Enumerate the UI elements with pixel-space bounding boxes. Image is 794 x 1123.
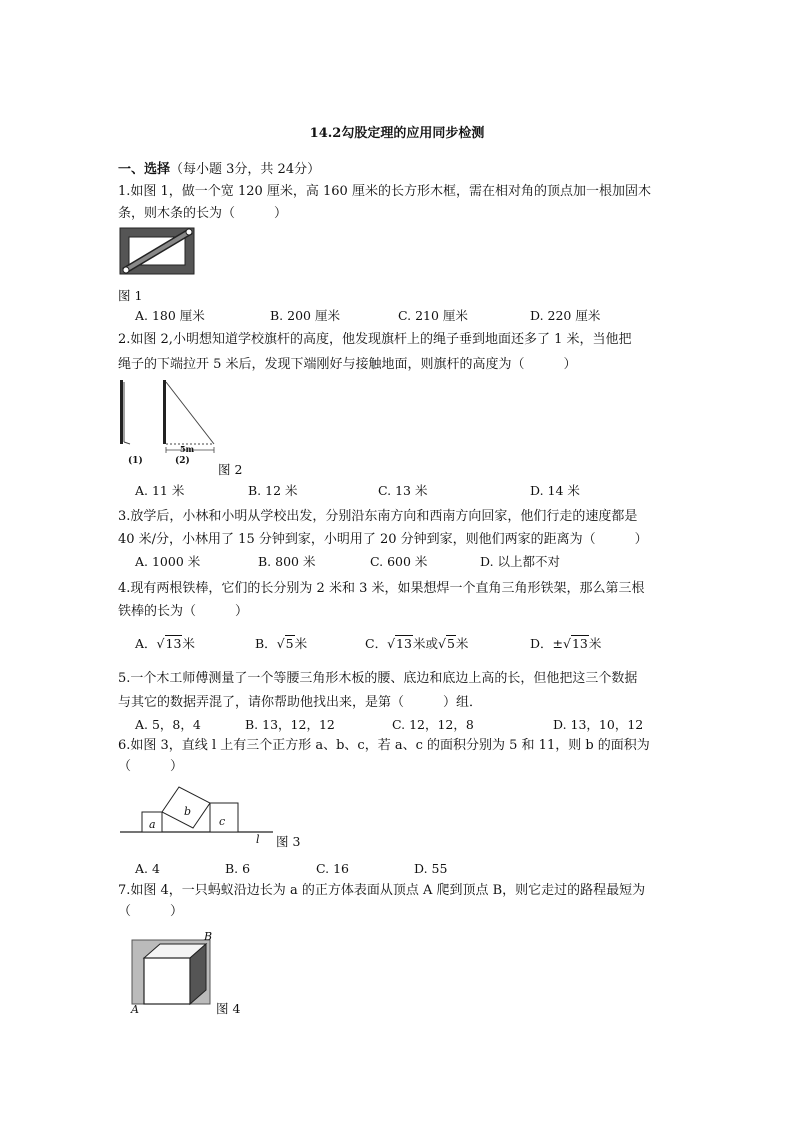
q2-line2: 绳子的下端拉开 5 米后，发现下端刚好与接触地面，则旗杆的高度为（ ） [118,357,577,372]
sqrt-symbol: √5 [437,636,455,651]
q2-fig-part1-label: (1) [128,456,143,466]
q2-line1: 2.如图 2,小明想知道学校旗杆的高度，他发现旗杆上的绳子垂到地面还多了 1 米，当他把 [118,332,632,347]
q4-option-a-prefix: A． [135,636,157,651]
q1-option-d: D. 220 厘米 [530,308,601,323]
q3-option-d: D. 以上都不对 [480,554,561,569]
q6-option-b: B. 6 [225,861,251,876]
section-note: （每小题 3分，共 24分） [170,162,321,177]
section-heading [118,161,320,179]
q7-line2: （ ） [118,904,184,919]
q1-option-c: C. 210 厘米 [398,308,468,323]
q6-fig-label-c: c [219,815,226,828]
q2-fig-distance-label: 5m [180,444,195,454]
section-heading-text: 一、选择 [118,162,171,177]
q4-option-d-plusminus: ± [552,636,564,651]
q3-option-a: A. 1000 米 [135,554,201,569]
q6-figure [118,782,278,844]
q2-figure-label: 图 2 [218,462,243,477]
sqrt-symbol: √5 [276,636,294,651]
q5-option-a: A. 5，8，4 [135,717,201,732]
q4-option-b-prefix: B． [255,636,277,651]
q3-line1: 3.放学后，小林和小明从学校出发，分别沿东南方向和西南方向回家，他们行走的速度都是 [118,509,638,524]
q3-line2: 40 米/分，小林用了 15 分钟到家，小明用了 20 分钟到家，则他们两家的距离为（ ） [118,532,648,547]
q5-line1: 5.一个木工师傅测量了一个等腰三角形木板的腰、底边和底边上高的长，但他把这三个数据 [118,671,638,686]
q1-option-b: B. 200 厘米 [270,308,340,323]
q4-option-c [365,634,468,652]
q5-line2: 与其它的数据弄混了，请你帮助他找出来，是第（ ）组． [118,695,483,710]
q6-option-a: A. 4 [135,861,160,876]
q4-option-b-unit: 米 [294,636,308,651]
q4-option-c-radicand-1: 13 [396,636,412,651]
q5-option-b: B. 13，12，12 [245,717,335,732]
q6-fig-label-l: l [256,833,260,846]
q6-option-d: D. 55 [414,861,448,876]
q2-figure [116,378,226,446]
q4-line2: 铁棒的长为（ ） [118,604,249,619]
q4-option-b-radicand: 5 [285,636,294,651]
q6-line2: （ ） [118,759,184,774]
q7-fig-label-b: B [204,930,213,943]
sqrt-symbol: √13 [563,636,588,651]
q5-option-c: C. 12，12，8 [392,717,474,732]
q1-line2: 条，则木条的长为（ ） [118,206,288,221]
q4-option-d [530,634,601,652]
q4-option-b [255,634,307,652]
sqrt-symbol: √13 [387,636,412,651]
q4-option-c-unit: 米 [455,636,469,651]
q4-option-a [135,634,195,652]
sqrt-symbol: √13 [156,636,182,651]
q1-figure-label: 图 1 [118,288,143,303]
q2-option-b: B. 12 米 [248,483,298,498]
q7-line1: 7.如图 4，一只蚂蚁沿边长为 a 的正方体表面从顶点 A 爬到顶点 B，则它走过的路程最短为 [118,883,646,898]
q4-line1: 4.现有两根铁棒，它们的长分别为 2 米和 3 米，如果想焊一个直角三角形铁架，那么第三根 [118,581,645,596]
q4-option-a-unit: 米 [182,636,195,651]
page-title: 14.2勾股定理的应用同步检测 [309,126,485,141]
q4-option-c-radicand-2: 5 [446,636,455,651]
q4-option-d-unit: 米 [588,636,602,651]
q4-option-c-mid: 米或 [412,636,438,651]
q7-figure-cube [130,934,212,1008]
q2-option-d: D. 14 米 [530,483,580,498]
q4-option-d-prefix: D． [530,636,553,651]
q1-figure-frame [118,226,200,278]
q4-option-a-radicand: 13 [165,636,182,651]
q1-option-a: A. 180 厘米 [135,308,205,323]
q6-line1: 6.如图 3，直线 l 上有三个正方形 a、b、c，若 a、c 的面积分别为 5 和 11，则 b 的面积为 [118,738,650,753]
q6-figure-label: 图 3 [276,834,301,849]
q3-option-b: B. 800 米 [258,554,316,569]
q6-fig-label-a: a [149,818,156,831]
q5-option-d: D. 13，10，12 [553,717,644,732]
q4-option-c-prefix: C． [365,636,388,651]
q7-fig-label-a: A [131,1003,139,1016]
q2-fig-part2-label: (2) [175,456,190,466]
q2-option-a: A. 11 米 [135,483,185,498]
q3-option-c: C. 600 米 [370,554,428,569]
q2-option-c: C. 13 米 [378,483,428,498]
q6-option-c: C. 16 [316,861,349,876]
q6-fig-label-b: b [184,805,192,818]
q1-line1: 1.如图 1，做一个宽 120 厘米，高 160 厘米的长方形木框，需在相对角的顶点加一根加固木 [118,184,651,199]
q7-figure-label: 图 4 [216,1001,241,1016]
q4-option-d-radicand: 13 [571,636,588,651]
